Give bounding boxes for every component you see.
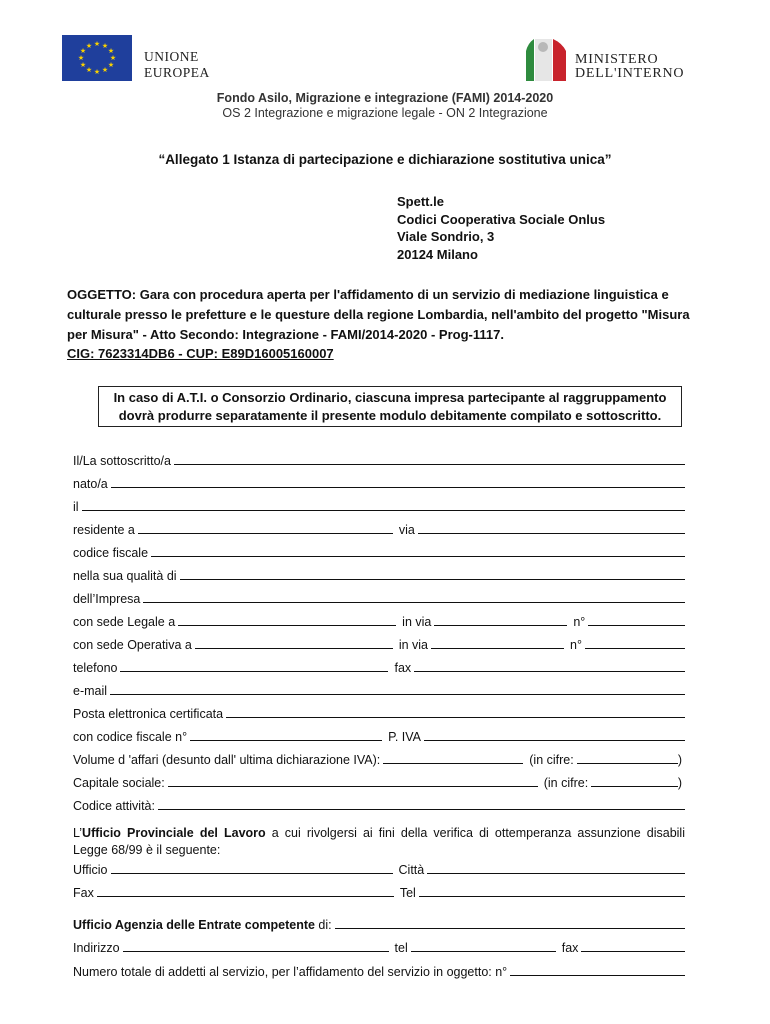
form-row-il: il xyxy=(73,494,685,514)
cf-impresa-field[interactable] xyxy=(190,726,382,741)
form-row-sede-legale: con sede Legale a in via n° xyxy=(73,609,685,629)
telefono-field[interactable] xyxy=(120,657,388,672)
svg-text:★: ★ xyxy=(109,54,117,62)
sede-legale-numero-field[interactable] xyxy=(588,611,685,626)
ufficio-lavoro-paragraph: L’Ufficio Provinciale del Lavoro a cui rivolgersi ai fini della verifica di ottemperanza assunzione disabili Legge 68/99 è il seguente: xyxy=(73,826,685,857)
form-row-pec: Posta elettronica certificata xyxy=(73,701,685,721)
fund-title: Fondo Asilo, Migrazione e integrazione (FAMI) 2014-2020 xyxy=(216,91,554,105)
form-row-addetti: Numero totale di addetti al servizio, per l’affidamento del servizio in oggetto: n° xyxy=(73,959,685,979)
svg-text:★: ★ xyxy=(93,68,101,76)
sottoscritto-field[interactable] xyxy=(174,450,685,465)
svg-text:★: ★ xyxy=(101,66,109,74)
form-row-agenzia: Ufficio Agenzia delle Entrate competente di: xyxy=(73,912,685,932)
sede-operativa-field[interactable] xyxy=(195,634,393,649)
form-row-indirizzo: Indirizzo tel fax xyxy=(73,935,685,955)
indirizzo-field[interactable] xyxy=(123,937,389,952)
recipient-line: Codici Cooperativa Sociale Onlus xyxy=(397,211,606,227)
citta-field[interactable] xyxy=(427,859,685,874)
residente-field[interactable] xyxy=(138,519,393,534)
codice-attivita-field[interactable] xyxy=(158,795,685,810)
recipient-line: Viale Sondrio, 3 xyxy=(397,229,495,244)
form-row-impresa: dell’Impresa xyxy=(73,586,685,606)
data-nascita-field[interactable] xyxy=(82,496,685,511)
sede-operativa-via-field[interactable] xyxy=(431,634,564,649)
agenzia-fax-field[interactable] xyxy=(581,937,685,952)
impresa-field[interactable] xyxy=(143,588,685,603)
recipient-line: Spett.le xyxy=(397,194,444,209)
ministry-emblem-icon xyxy=(522,37,570,83)
capitale-field[interactable] xyxy=(168,772,538,787)
piva-field[interactable] xyxy=(424,726,685,741)
sede-operativa-numero-field[interactable] xyxy=(585,634,685,649)
sede-legale-field[interactable] xyxy=(178,611,396,626)
sede-legale-via-field[interactable] xyxy=(434,611,567,626)
form-row-sottoscritto: Il/La sottoscritto/a xyxy=(73,448,685,468)
fund-subtitle: OS 2 Integrazione e migrazione legale - ON 2 Integrazione xyxy=(222,106,548,120)
form-row-codice-fiscale: codice fiscale xyxy=(73,540,685,560)
form-row-residente: residente a via xyxy=(73,517,685,537)
eu-flag-logo xyxy=(62,35,132,81)
form-row-codice-attivita: Codice attività: xyxy=(73,793,685,813)
svg-text:★: ★ xyxy=(77,54,85,62)
svg-text:★: ★ xyxy=(85,42,93,50)
svg-text:★: ★ xyxy=(79,47,87,55)
recipient-line: 20124 Milano xyxy=(397,246,478,262)
ministry-label: MINISTERO DELL'INTERNO xyxy=(575,52,685,81)
nato-field[interactable] xyxy=(111,473,685,488)
subject-paragraph: OGGETTO: Gara con procedura aperta per l'affidamento di un servizio di mediazione linguistica e culturale presso le prefetture e le questure della regione Lombardia, nell'ambito del progetto "Misura per Misura" - Atto Secondo: Integrazione - FAMI/2014-2020 - Prog-1117. xyxy=(67,287,690,342)
ufficio-fax-field[interactable] xyxy=(97,882,394,897)
svg-text:★: ★ xyxy=(107,61,115,69)
svg-text:★: ★ xyxy=(85,66,93,74)
eu-label: UNIONE EUROPEA xyxy=(144,49,210,80)
numero-addetti-field[interactable] xyxy=(510,961,685,976)
ati-notice-box xyxy=(98,386,682,427)
ufficio-tel-field[interactable] xyxy=(419,882,685,897)
form-row-capitale: Capitale sociale: (in cifre: ) xyxy=(73,770,685,790)
agenzia-tel-field[interactable] xyxy=(411,937,556,952)
svg-text:★: ★ xyxy=(93,40,101,48)
volume-affari-field[interactable] xyxy=(383,749,523,764)
recipient-address xyxy=(397,193,605,263)
pec-field[interactable] xyxy=(226,703,685,718)
form-row-ufficio: Ufficio Città xyxy=(73,857,685,877)
codice-fiscale-field[interactable] xyxy=(151,542,685,557)
form-row-qualita: nella sua qualità di xyxy=(73,563,685,583)
fax-field[interactable] xyxy=(414,657,685,672)
form-row-cf-piva: con codice fiscale n° P. IVA xyxy=(73,724,685,744)
volume-cifre-field[interactable] xyxy=(577,749,678,764)
svg-text:★: ★ xyxy=(107,47,115,55)
form-row-email: e-mail xyxy=(73,678,685,698)
svg-text:★: ★ xyxy=(101,42,109,50)
email-field[interactable] xyxy=(110,680,685,695)
form-row-nato: nato/a xyxy=(73,471,685,491)
via-residenza-field[interactable] xyxy=(418,519,685,534)
ati-notice-text: In caso di A.T.I. o Consorzio Ordinario, ciascuna impresa partecipante al raggruppamento dovrà produrre separatamente il presente modulo debitamente compilato e sottoscritto. xyxy=(113,390,667,423)
form-row-telefono: telefono fax xyxy=(73,655,685,675)
form-row-volume: Volume d 'affari (desunto dall' ultima dichiarazione IVA): (in cifre: ) xyxy=(73,747,685,767)
eu-stars-icon xyxy=(62,35,132,81)
capitale-cifre-field[interactable] xyxy=(591,772,678,787)
form-row-sede-operativa: con sede Operativa a in via n° xyxy=(73,632,685,652)
cig-cup-codes: CIG: 7623314DB6 - CUP: E89D16005160007 xyxy=(67,346,334,361)
form-row-fax-tel: Fax Tel xyxy=(73,880,685,900)
document-title: “Allegato 1 Istanza di partecipazione e dichiarazione sostitutiva unica” xyxy=(158,152,612,167)
qualita-field[interactable] xyxy=(180,565,685,580)
ufficio-field[interactable] xyxy=(111,859,393,874)
svg-text:★: ★ xyxy=(79,61,87,69)
agenzia-entrate-field[interactable] xyxy=(335,914,685,929)
